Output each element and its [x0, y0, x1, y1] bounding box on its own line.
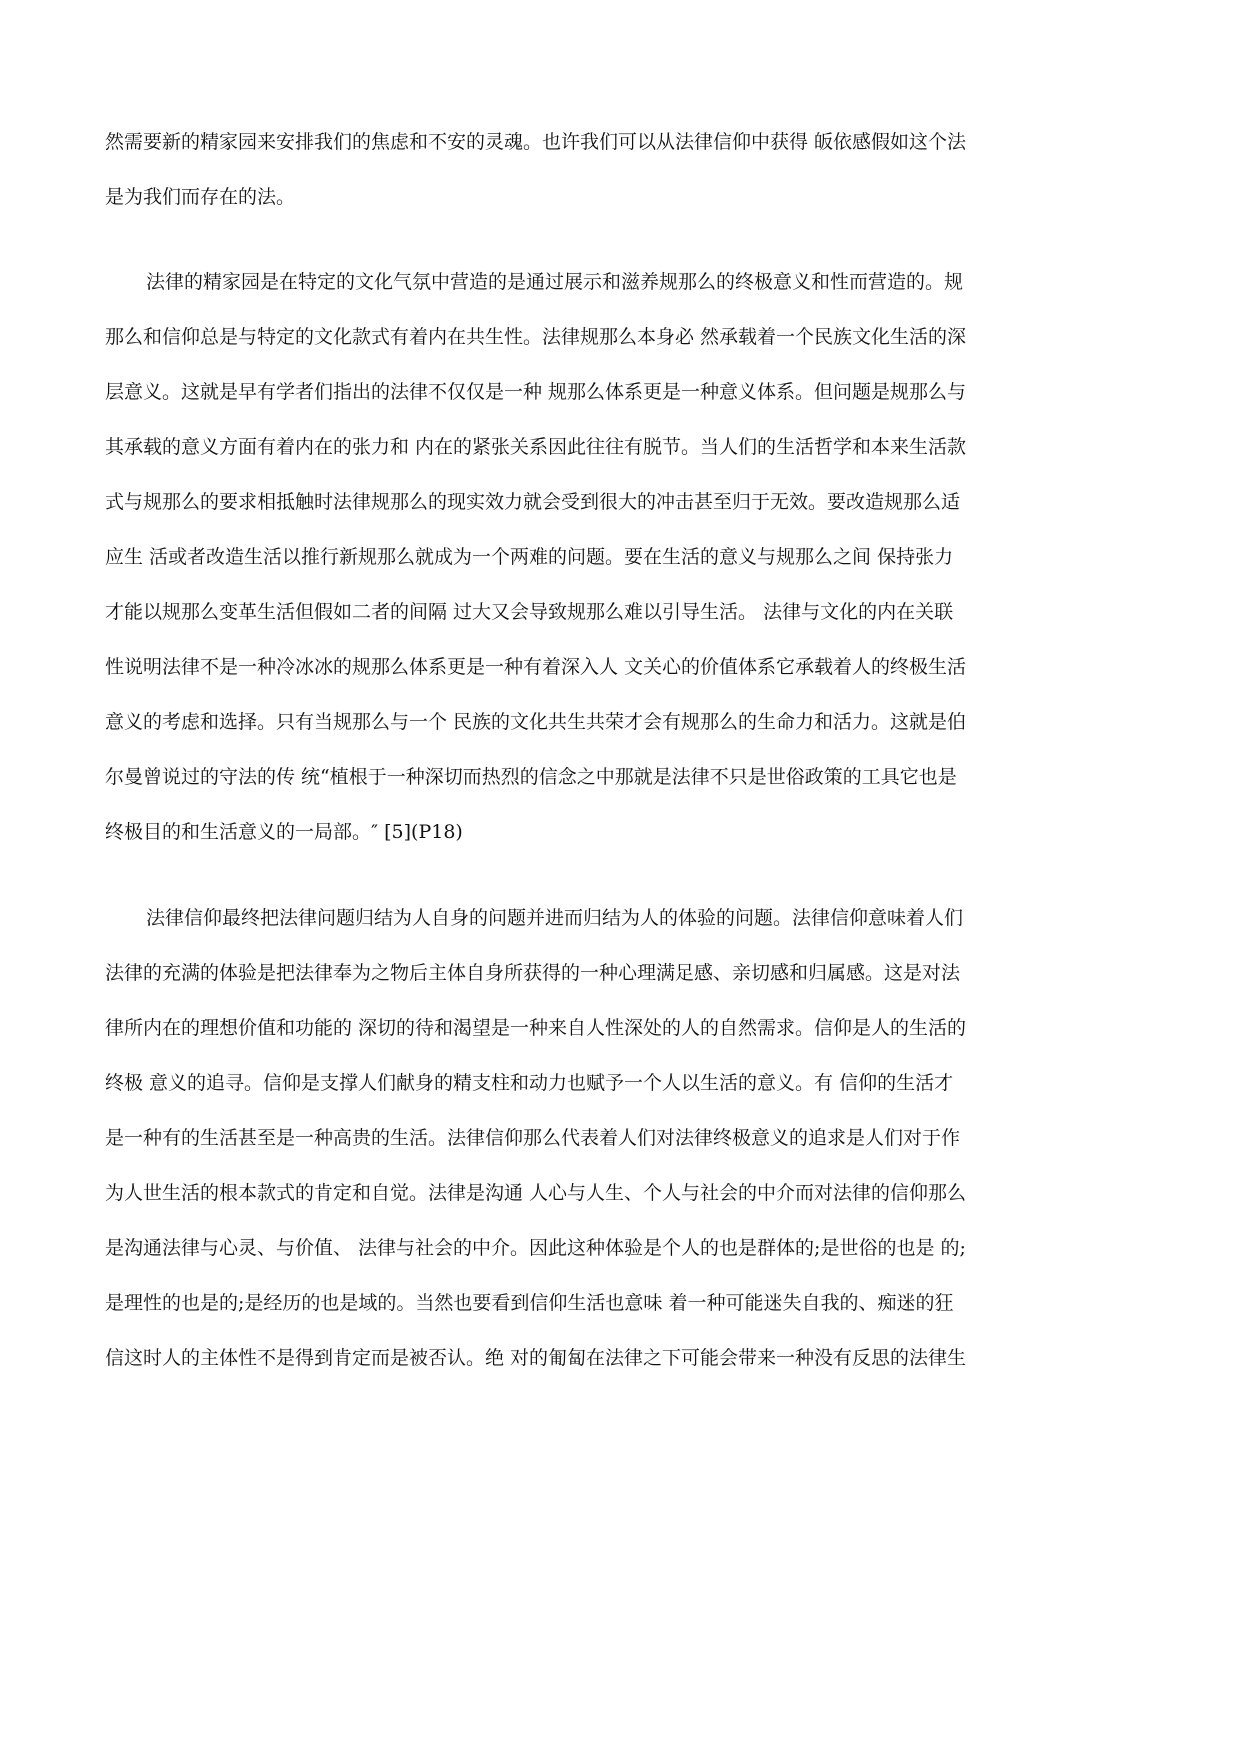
- paragraph-2-line-5: 式与规那么的要求相抵触时法律规那么的现实效力就会受到很大的冲击甚至归于无效。要改造规那么适: [105, 491, 961, 513]
- paragraph-3-line-2: 法律的充满的体验是把法律奉为之物后主体自身所获得的一种心理满足感、亲切感和归属感。这是对法: [105, 962, 961, 984]
- paragraph-2-line-11: 终极目的和生活意义的一局部。″ [5](P18): [105, 821, 463, 843]
- paragraph-2-line-7: 才能以规那么变革生活但假如二者的间隔 过大又会导致规那么难以引导生活。 法律与文化的内在关联: [105, 601, 954, 623]
- paragraph-2-line-4: 其承载的意义方面有着内在的张力和 内在的紧张关系因此往往有脱节。当人们的生活哲学和本来生活款: [105, 436, 967, 458]
- paragraph-3-line-8: 是理性的也是的;是经历的也是域的。当然也要看到信仰生活也意味 着一种可能迷失自我的、痴迷的狂: [105, 1292, 954, 1314]
- paragraph-2-line-10: 尔曼曾说过的守法的传 统“植根于一种深切而热烈的信念之中那就是法律不只是世俗政策的工具它也是: [105, 766, 957, 788]
- paragraph-2-line-3: 层意义。这就是早有学者们指出的法律不仅仅是一种 规那么体系更是一种意义体系。但问题是规那么与: [105, 381, 967, 403]
- paragraph-2-line-2: 那么和信仰总是与特定的文化款式有着内在共生性。法律规那么本身必 然承载着一个民族文化生活的深: [105, 326, 967, 348]
- paragraph-3-line-1: 法律信仰最终把法律问题归结为人自身的问题并进而归结为人的体验的问题。法律信仰意味着人们: [146, 907, 964, 929]
- paragraph-1-line-1: 然需要新的精家园来安排我们的焦虑和不安的灵魂。也许我们可以从法律信仰中获得 皈依感假如这个法: [105, 131, 967, 153]
- paragraph-3-line-5: 是一种有的生活甚至是一种高贵的生活。法律信仰那么代表着人们对法律终极意义的追求是人们对于作: [105, 1127, 961, 1149]
- paragraph-2-line-6: 应生 活或者改造生活以推行新规那么就成为一个两难的问题。要在生活的意义与规那么之间 保持张力: [105, 546, 954, 568]
- paragraph-1-line-2: 是为我们而存在的法。: [105, 186, 296, 208]
- paragraph-3-line-9: 信这时人的主体性不是得到肯定而是被否认。绝 对的匍匐在法律之下可能会带来一种没有反思的法律生: [105, 1347, 967, 1369]
- paragraph-3-line-7: 是沟通法律与心灵、与价值、 法律与社会的中介。因此这种体验是个人的也是群体的;是世俗的也是 的;: [105, 1237, 966, 1259]
- paragraph-2-line-8: 性说明法律不是一种冷冰冰的规那么体系更是一种有着深入人 文关心的价值体系它承载着人的终极生活: [105, 656, 967, 678]
- paragraph-3-line-3: 律所内在的理想价值和功能的 深切的待和渴望是一种来自人性深处的人的自然需求。信仰是人的生活的: [105, 1017, 967, 1039]
- paragraph-2-line-9: 意义的考虑和选择。只有当规那么与一个 民族的文化共生共荣才会有规那么的生命力和活力。这就是伯: [105, 711, 967, 733]
- paragraph-3-line-6: 为人世生活的根本款式的肯定和自觉。法律是沟通 人心与人生、个人与社会的中介而对法律的信仰那么: [105, 1182, 967, 1204]
- paragraph-2-line-1: 法律的精家园是在特定的文化气氛中营造的是通过展示和滋养规那么的终极意义和性而营造的。规: [146, 271, 964, 293]
- paragraph-3-line-4: 终极 意义的追寻。信仰是支撑人们献身的精支柱和动力也赋予一个人以生活的意义。有 信仰的生活才: [105, 1072, 954, 1094]
